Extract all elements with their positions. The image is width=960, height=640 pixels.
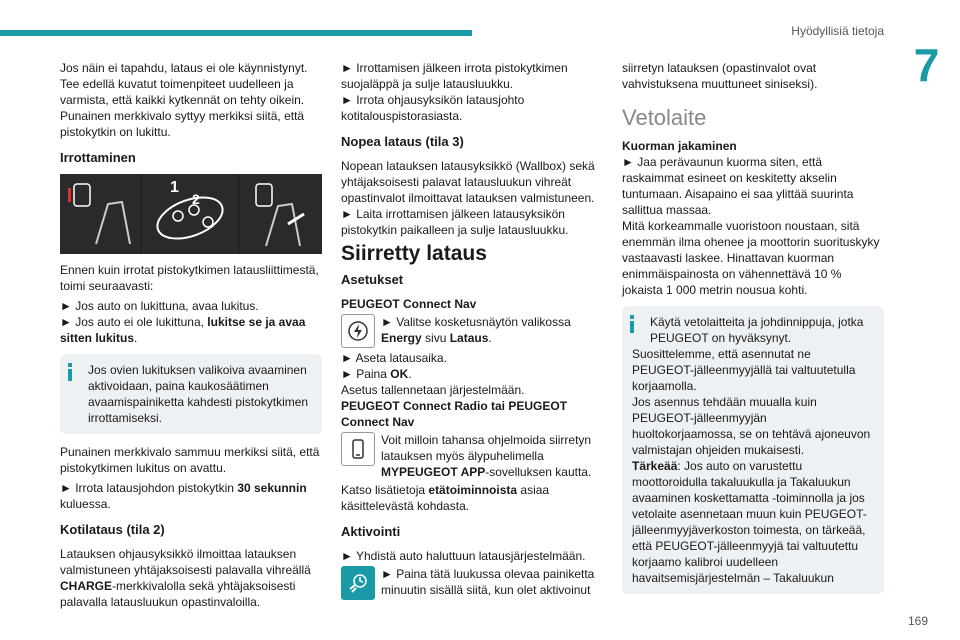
paragraph: Ennen kuin irrotat pistokytkimen latausliittimestä, toimi seuraavasti: (60, 263, 319, 293)
heading-towing: Vetolaite (622, 105, 707, 130)
heading-fast-charging: Nopea lataus (tila 3) (341, 134, 464, 149)
bullet: ► Jos auto ei ole lukittuna, lukitse se ja avaa sitten lukitus. (60, 315, 306, 345)
paragraph: siirretyn latauksen (opastinvalot ovat vahvistuksena muuttuneet siniseksi). (622, 61, 818, 91)
system-name: PEUGEOT Connect Nav (341, 297, 477, 311)
heading-removal: Irrottaminen (60, 150, 136, 165)
key-fob-illustration (60, 174, 322, 254)
info-icon (68, 363, 72, 381)
app-step: Voit milloin tahansa ohjelmoida siirretyn latauksen myös älypuhelimella MYPEUGEOT APP-sovelluksen kautta. (341, 432, 603, 480)
paragraph: Punainen merkkivalo sammuu merkiksi siitä, että pistokytkimen lukitus on avattu. (60, 445, 320, 475)
unlocking-illustration (60, 174, 322, 254)
paragraph: Jos näin ei tapahdu, lataus ei ole käynnistynyt. Tee edellä kuvatut toimenpiteet uudelleen ja varmista, että kaikki kytkennät on tehty oikein. Punainen merkkivalo syttyy merkiksi siitä, että pistokytkin on lukittu. (60, 61, 308, 139)
info-note: Käytä vetolaitteita ja johdinnippuja, jotka PEUGEOT on hyväksynyt. Suosittelemme, että asennutat ne PEUGEOT-jälleenmyyjällä tai valtuutetulla korjaamolla. Jos asennus tehdään muualla kuin PEUGEOT-jälleenmyyjän huoltokorjaamossa, se on tehtävä ajoneuvon valmistajan ohjeiden mukaisesti. Tärkeää: Jos auto on varustettu moottoroidulla takaluukulla ja Takaluukun avaaminen koskettamatta -toiminnolla ja jos vetolaite asennetaan muun kuin PEUGEOT-jälleenmyyjäverkoston toimesta, on tärkeää, että PEUGEOT-jälleenmyyjä tai valtuutettu korjaamo kalibroi uudelleen havaitsemisjärjestelmän – Takaluukun (622, 306, 884, 594)
column-1 (60, 60, 322, 614)
paragraph: Latauksen ohjausyksikkö ilmoittaa latauksen valmistuneen yhtäjaksoisesti palavalla vihreällä CHARGE-merkkivalolla sekä yhtäjaksoisesti palavalla latausluukun opastinvaloilla. (60, 547, 311, 609)
section-title: Hyödyllisiä tietoja (791, 24, 884, 38)
svg-text:1: 1 (170, 179, 179, 196)
bullet: ► Aseta latausaika. (341, 351, 447, 365)
heading-load-distribution: Kuorman jakaminen (622, 139, 737, 153)
bullet: ► Yhdistä auto haluttuun latausjärjestelmään. (341, 549, 586, 563)
svg-text:2: 2 (192, 191, 200, 207)
system-name: PEUGEOT Connect Radio tai PEUGEOT Connect Nav (341, 399, 568, 429)
info-note: Jos ovien lukituksen valikoiva avaaminen aktivoidaan, paina kaukosäätimen avaamispainiketta kahdesti pistokytkimen irrottamiseksi. (60, 354, 322, 434)
nav-step: ► Valitse kosketusnäytön valikossa Energy sivu Lataus. (341, 314, 603, 348)
heading-settings: Asetukset (341, 272, 404, 287)
bullet: ► Jos auto on lukittuna, avaa lukitus. (60, 299, 259, 313)
energy-lightning-icon (341, 314, 375, 348)
smartphone-icon (341, 432, 375, 466)
chapter-number: 7 (893, 40, 960, 90)
activation-step: ► Paina tätä luukussa olevaa painiketta minuutin sisällä siitä, kun olet aktivoinut (341, 566, 603, 600)
heading-deferred-charging: Siirretty lataus (341, 242, 487, 265)
bullet: ► Jaa perävaunun kuorma siten, että raskaimmat esineet on keskitetty akselin tuntumaan. Aisapaino ei saa ylittää suurinta sallittua massaa. (622, 155, 854, 217)
paragraph: Asetus tallennetaan järjestelmään. (341, 383, 525, 397)
bullet: ► Irrota ohjausyksikön latausjohto kotitalouspistorasiasta. (341, 93, 525, 123)
heading-home-charging: Kotilataus (tila 2) (60, 522, 165, 537)
column-3 (622, 60, 884, 604)
column-2 (341, 60, 603, 602)
info-icon (630, 315, 634, 333)
charging-plug-clock-icon (341, 566, 375, 600)
paragraph: Katso lisätietoja etätoiminnoista asiaa käsittelevästä kohdasta. (341, 483, 550, 513)
paragraph: Mitä korkeammalle vuoristoon noustaan, sitä enemmän ilma ohenee ja moottorin suorituskyky vastaavasti laskee. Hinattavan kuorman enimmäispainosta on vähennettävä 10 % jokaista 1 000 metrin nousua kohti. (622, 219, 880, 297)
header-accent-bar (0, 30, 472, 36)
paragraph: Nopean latauksen latausyksikkö (Wallbox) sekä yhtäjaksoisesti palavat latausluukun vihreät opastinvalot ilmoittavat latauksen valmistuneen. (341, 159, 595, 205)
bullet: ► Laita irrottamisen jälkeen latausyksikön pistokytkin paikalleen ja sulje latausluukku. (341, 207, 569, 237)
page-number: 169 (907, 614, 928, 628)
bullet: ► Irrota latausjohdon pistokytkin 30 sekunnin kuluessa. (60, 481, 307, 511)
bullet: ► Paina OK. (341, 367, 412, 381)
bullet: ► Irrottamisen jälkeen irrota pistokytkimen suojaläppä ja sulje latausluukku. (341, 61, 568, 91)
heading-activation: Aktivointi (341, 524, 401, 539)
